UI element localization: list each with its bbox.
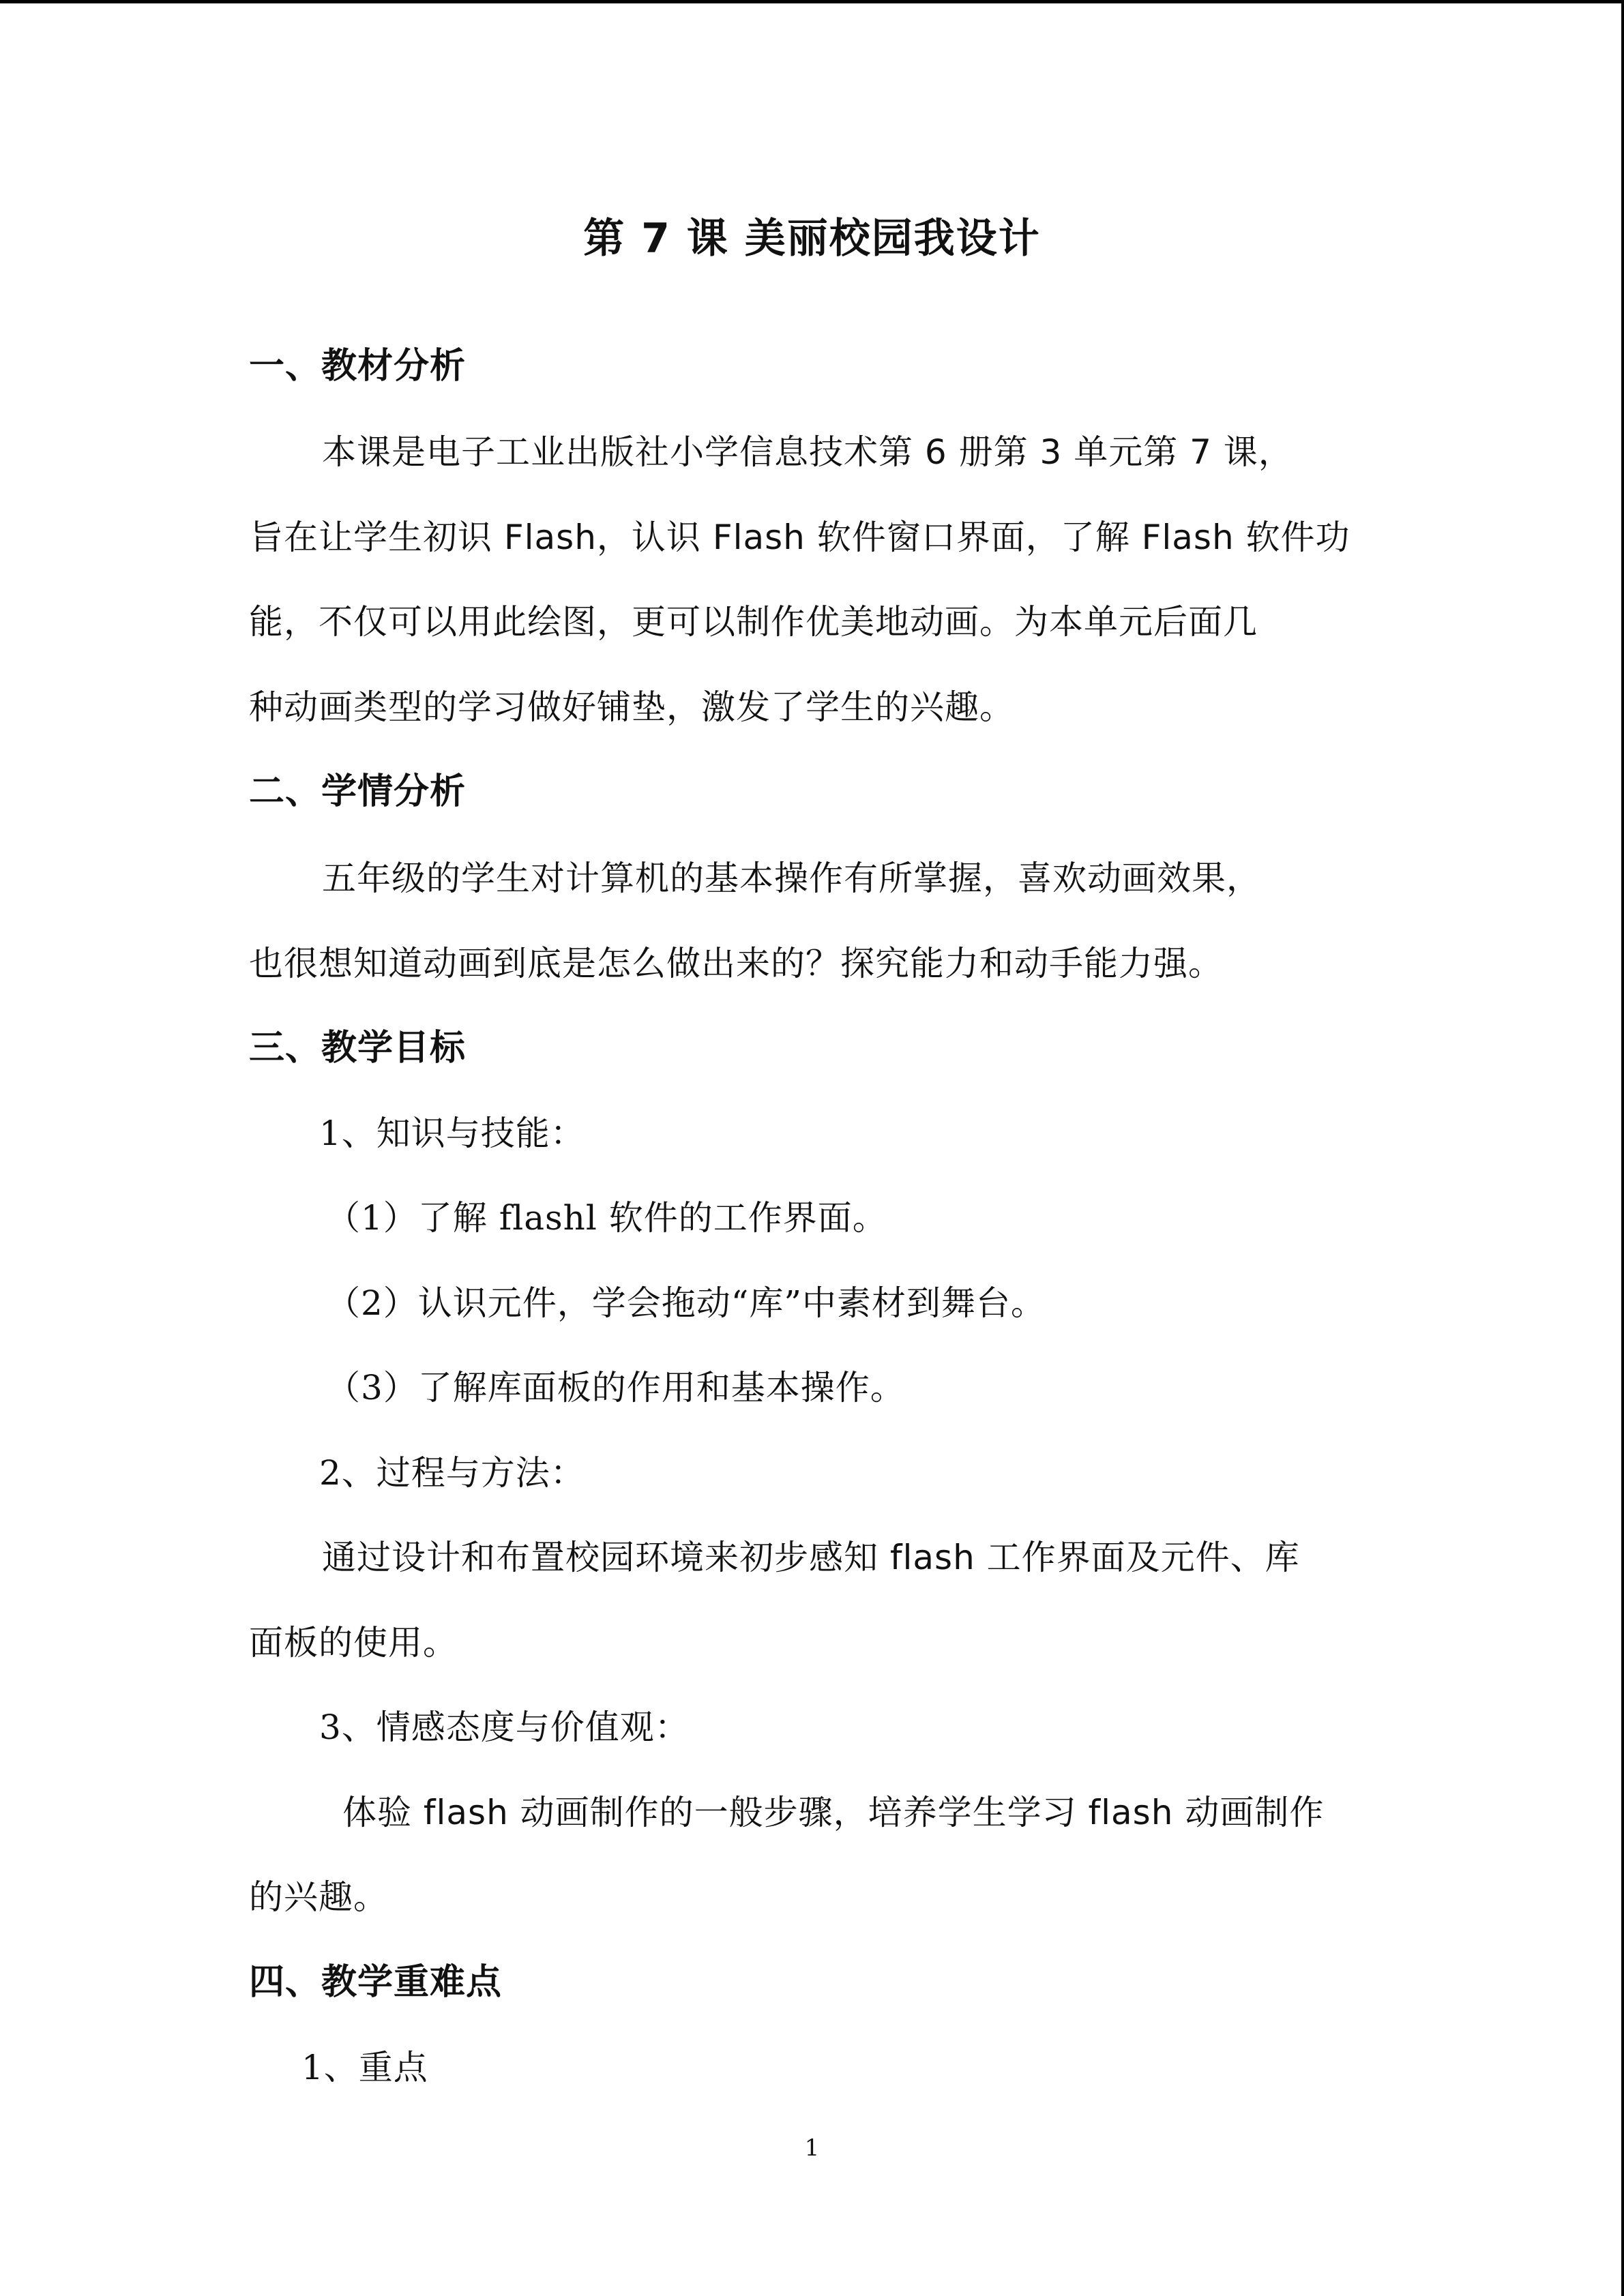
goal-item: （1）了解 flashl 软件的工作界面。 [326,1198,887,1238]
section-heading-key-difficulties: 四、教学重难点 [249,1962,503,2003]
page-number: 1 [804,2134,820,2162]
paragraph-line: 能，不仅可以用此绘图，更可以制作优美地动画。为本单元后面几 [249,602,1258,642]
subsection-label-key-points: 1、重点 [301,2048,428,2087]
section-heading-student-analysis: 二、学情分析 [249,771,467,812]
paragraph-line: 体验 flash 动画制作的一般步骤，培养学生学习 flash 动画制作 [342,1793,1325,1832]
paragraph-line: 的兴趣。 [249,1877,388,1917]
paragraph-line: 面板的使用。 [249,1623,458,1663]
subsection-label-knowledge-skills: 1、知识与技能： [319,1114,585,1153]
paragraph-line: 种动画类型的学习做好铺垫，激发了学生的兴趣。 [249,687,1014,727]
document-title: 第 7 课 美丽校园我设计 [583,215,1041,263]
subsection-label-attitude-values: 3、情感态度与价值观： [319,1708,690,1747]
paragraph-line: 旨在让学生初识 Flash，认识 Flash 软件窗口界面，了解 Flash 软件功 [249,518,1350,557]
paragraph-line: 通过设计和布置校园环境来初步感知 flash 工作界面及元件、库 [322,1538,1300,1577]
paragraph-line: 也很想知道动画到底是怎么做出来的？探究能力和动手能力强。 [249,944,1223,983]
page-top-border [0,0,1624,3]
paragraph-line: 五年级的学生对计算机的基本操作有所掌握，喜欢动画效果， [322,859,1261,898]
goal-item: （2）认识元件，学会拖动“库”中素材到舞台。 [326,1283,1046,1323]
goal-item: （3）了解库面板的作用和基本操作。 [326,1368,905,1407]
section-heading-textbook-analysis: 一、教材分析 [249,346,467,387]
page-right-border [1621,0,1624,2296]
subsection-label-process-methods: 2、过程与方法： [319,1453,585,1493]
section-heading-teaching-goals: 三、教学目标 [249,1028,467,1069]
paragraph-line: 本课是电子工业出版社小学信息技术第 6 册第 3 单元第 7 课， [322,432,1293,472]
